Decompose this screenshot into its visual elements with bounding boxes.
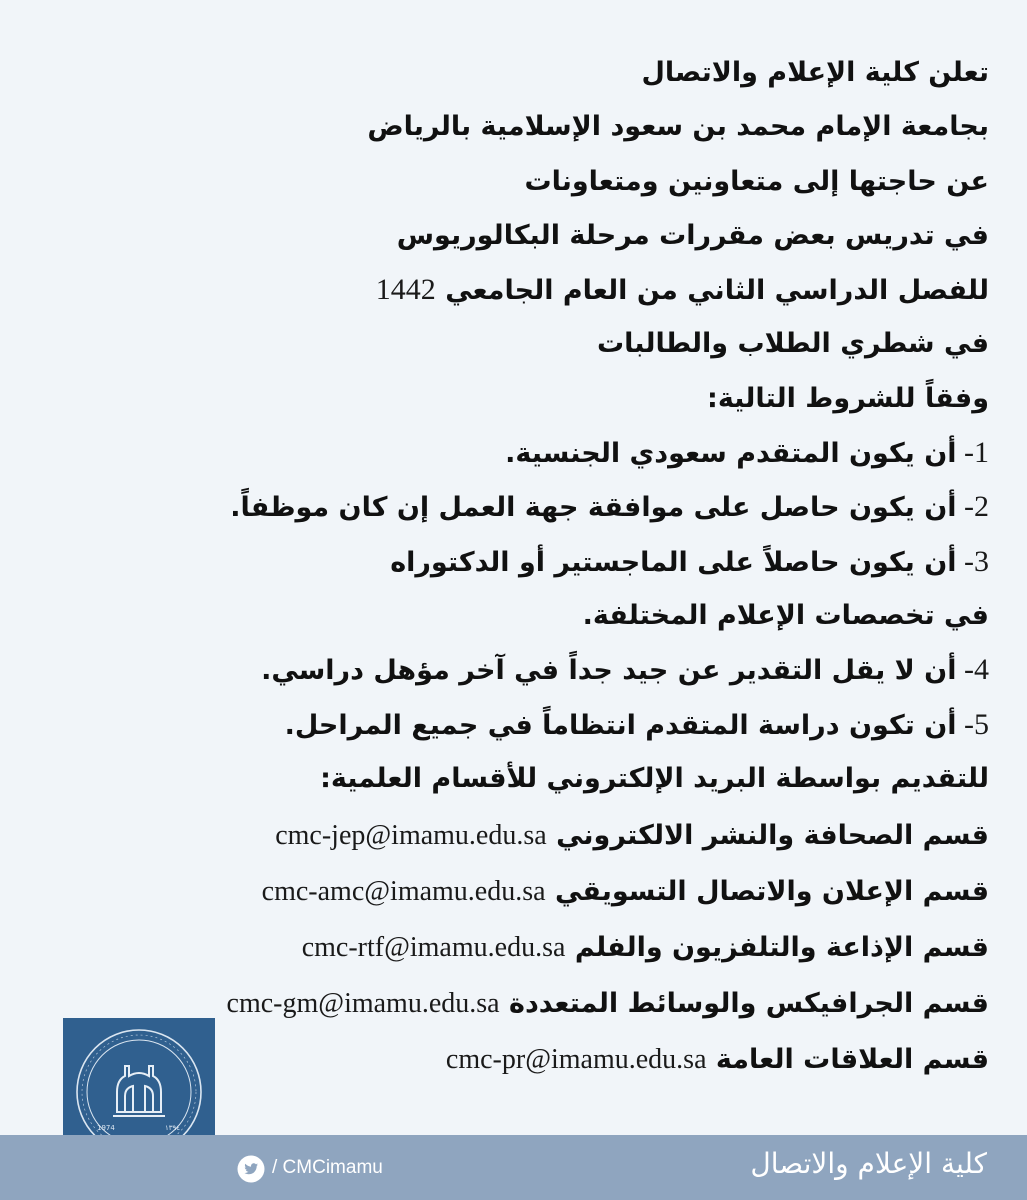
department-name: قسم الإذاعة والتلفزيون والفلم — [574, 932, 989, 964]
semester-text: للفصل الدراسي الثاني من العام الجامعي — [445, 275, 989, 307]
department-row-amc — [49, 864, 989, 920]
condition-5: 5- أن تكون دراسة المتقدم انتظاماً في جميع المراحل. — [284, 707, 989, 741]
twitter-handle[interactable]: / CMCimamu — [272, 1157, 383, 1178]
footer-bar — [0, 1135, 1027, 1200]
department-email-link[interactable]: cmc-gm@imamu.edu.sa — [226, 988, 500, 1020]
department-name: قسم الإعلان والاتصال التسويقي — [554, 876, 989, 908]
teaching-line: في تدريس بعض مقررات مرحلة البكالوريوس — [396, 219, 989, 251]
university-line: بجامعة الإمام محمد بن سعود الإسلامية بالرياض — [367, 111, 989, 143]
condition-number: 3 — [974, 544, 989, 578]
department-email-link[interactable]: cmc-rtf@imamu.edu.sa — [301, 932, 566, 964]
headline-line: تعلن كلية الإعلام والاتصال — [641, 57, 989, 88]
department-name: قسم الجرافيكس والوسائط المتعددة — [509, 988, 989, 1020]
conditions-intro: وفقاً للشروط التالية: — [707, 382, 989, 414]
footer-college-name: كلية الإعلام والاتصال — [750, 1147, 987, 1180]
condition-number: 4 — [974, 653, 989, 687]
semester-line — [49, 263, 989, 317]
announcement-text — [49, 46, 989, 1088]
condition-3: 3- أن يكون حاصلاً على الماجستير أو الدكتوراه — [390, 544, 989, 578]
condition-2: 2- أن يكون حاصل على موافقة جهة العمل إن كان موظفاً. — [230, 490, 989, 524]
condition-4: 4- أن لا يقل التقدير عن جيد جداً في آخر مؤهل دراسي. — [261, 653, 989, 687]
condition-3-continued: في تخصصات الإعلام المختلفة. — [582, 599, 989, 631]
seal-year-left: 1974 — [97, 1124, 115, 1132]
condition-text: أن تكون دراسة المتقدم انتظاماً في جميع المراحل. — [284, 709, 957, 741]
department-email-link[interactable]: cmc-jep@imamu.edu.sa — [275, 820, 547, 852]
condition-number: 5 — [974, 707, 989, 741]
condition-text: أن يكون المتقدم سعودي الجنسية. — [505, 438, 957, 470]
twitter-icon[interactable] — [237, 1155, 265, 1183]
academic-year: 1442 — [375, 273, 436, 307]
apply-note: للتقديم بواسطة البريد الإلكتروني للأقسام العلمية: — [320, 762, 989, 794]
department-row-jep — [49, 808, 989, 864]
condition-number: 2 — [974, 490, 989, 524]
condition-1: 1- أن يكون المتقدم سعودي الجنسية. — [505, 436, 989, 470]
condition-text: أن يكون حاصل على موافقة جهة العمل إن كان موظفاً. — [230, 492, 957, 524]
department-name: قسم الصحافة والنشر الالكتروني — [556, 820, 989, 852]
department-name: قسم العلاقات العامة — [715, 1044, 989, 1076]
seal-year-right: ١٣٩٤ — [165, 1124, 181, 1132]
department-email-link[interactable]: cmc-pr@imamu.edu.sa — [445, 1044, 707, 1076]
need-line: عن حاجتها إلى متعاونين ومتعاونات — [524, 165, 989, 197]
sections-line: في شطري الطلاب والطالبات — [597, 328, 989, 360]
condition-text: أن لا يقل التقدير عن جيد جداً في آخر مؤهل دراسي. — [261, 655, 957, 687]
department-row-rtf — [49, 920, 989, 976]
condition-number: 1 — [974, 436, 989, 470]
department-email-link[interactable]: cmc-amc@imamu.edu.sa — [261, 876, 546, 908]
condition-text: أن يكون حاصلاً على الماجستير أو الدكتوراه — [390, 546, 957, 578]
